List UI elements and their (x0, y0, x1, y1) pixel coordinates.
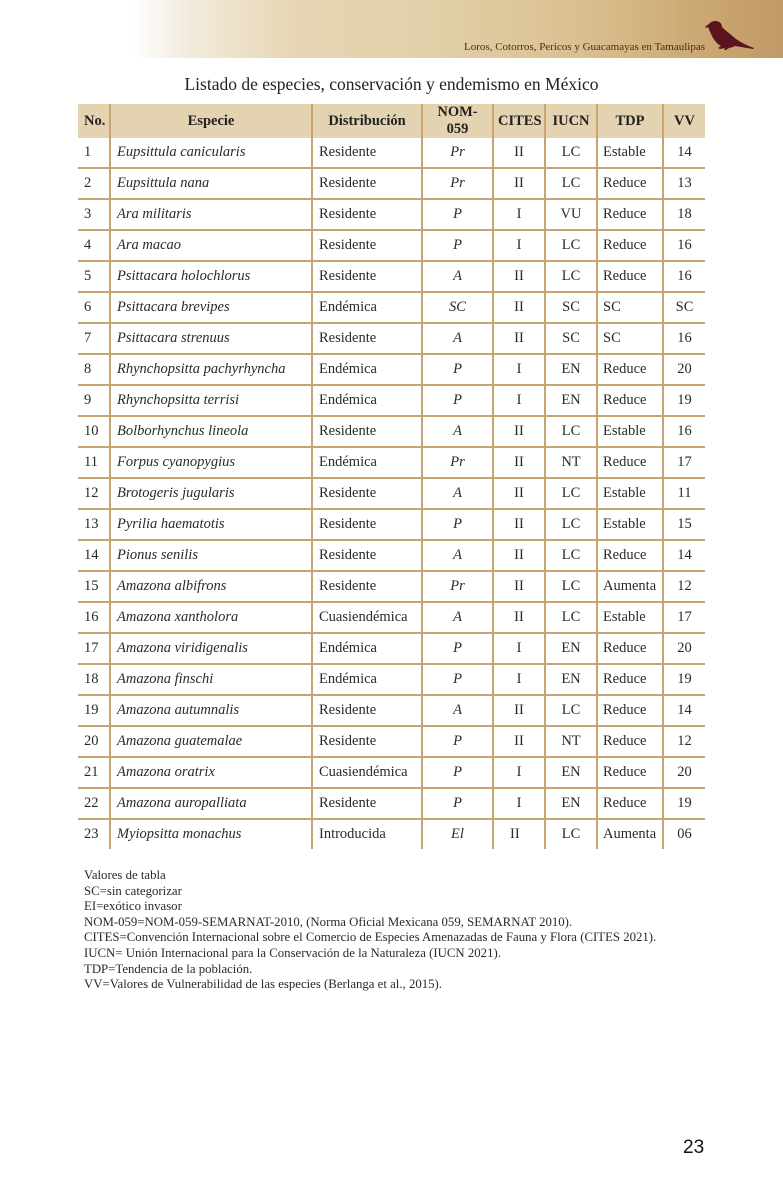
cell-no: 17 (78, 633, 110, 664)
cell-nom059: P (422, 199, 493, 230)
cell-distribucion: Endémica (312, 664, 422, 695)
cell-tdp: Estable (597, 138, 663, 168)
cell-especie: Brotogeris jugularis (110, 478, 312, 509)
cell-vv: 19 (663, 664, 705, 695)
cell-vv: 20 (663, 633, 705, 664)
cell-especie: Amazona albifrons (110, 571, 312, 602)
cell-especie: Ara militaris (110, 199, 312, 230)
cell-vv: 20 (663, 354, 705, 385)
cell-distribucion: Residente (312, 509, 422, 540)
cell-iucn: EN (545, 633, 597, 664)
cell-nom059: A (422, 540, 493, 571)
cell-vv: 16 (663, 323, 705, 354)
cell-especie: Forpus cyanopygius (110, 447, 312, 478)
cell-no: 5 (78, 261, 110, 292)
cell-nom059: A (422, 478, 493, 509)
cell-cites: I (493, 633, 545, 664)
cell-especie: Psittacara strenuus (110, 323, 312, 354)
cell-especie: Amazona viridigenalis (110, 633, 312, 664)
cell-especie: Rhynchopsitta terrisi (110, 385, 312, 416)
cell-tdp: Estable (597, 478, 663, 509)
cell-distribucion: Residente (312, 230, 422, 261)
cell-especie: Pyrilia haematotis (110, 509, 312, 540)
cell-tdp: SC (597, 323, 663, 354)
cell-no: 22 (78, 788, 110, 819)
cell-tdp: Estable (597, 416, 663, 447)
cell-especie: Eupsittula canicularis (110, 138, 312, 168)
table-row (78, 168, 705, 199)
cell-nom059: P (422, 788, 493, 819)
cell-cites: II (493, 571, 545, 602)
cell-no: 13 (78, 509, 110, 540)
cell-no: 2 (78, 168, 110, 199)
cell-especie: Amazona auropalliata (110, 788, 312, 819)
cell-iucn: LC (545, 261, 597, 292)
note-line: EI=exótico invasor (84, 899, 182, 914)
column-header-especie: Especie (110, 104, 312, 138)
cell-nom059: A (422, 323, 493, 354)
cell-vv: 14 (663, 138, 705, 168)
cell-especie: Bolborhynchus lineola (110, 416, 312, 447)
cell-nom059: A (422, 602, 493, 633)
running-title: Loros, Cotorros, Pericos y Guacamayas en Tamaulipas (464, 41, 705, 53)
cell-especie: Amazona guatemalae (110, 726, 312, 757)
cell-distribucion: Residente (312, 540, 422, 571)
cell-iucn: LC (545, 138, 597, 168)
cell-iucn: EN (545, 757, 597, 788)
table-row (78, 819, 705, 849)
cell-nom059: Pr (422, 571, 493, 602)
table-row (78, 292, 705, 323)
note-line: NOM-059=NOM-059-SEMARNAT-2010, (Norma Oficial Mexicana 059, SEMARNAT 2010). (84, 914, 573, 929)
cell-vv: 11 (663, 478, 705, 509)
cell-iucn: NT (545, 726, 597, 757)
cell-distribucion: Endémica (312, 633, 422, 664)
column-header-iucn: IUCN (545, 104, 597, 138)
cell-cites: II (493, 602, 545, 633)
cell-distribucion: Endémica (312, 447, 422, 478)
table-notes (84, 868, 724, 993)
table-row (78, 540, 705, 571)
cell-nom059: P (422, 230, 493, 261)
cell-nom059: P (422, 509, 493, 540)
column-header-nom059: NOM-059 (422, 104, 493, 138)
cell-cites: I (493, 757, 545, 788)
cell-distribucion: Residente (312, 571, 422, 602)
cell-vv: 18 (663, 199, 705, 230)
cell-nom059: P (422, 664, 493, 695)
cell-iucn: LC (545, 540, 597, 571)
cell-vv: 14 (663, 695, 705, 726)
cell-nom059: P (422, 385, 493, 416)
cell-distribucion: Residente (312, 168, 422, 199)
table-row (78, 478, 705, 509)
column-header-vv: VV (663, 104, 705, 138)
note-line: VV=Valores de Vulnerabilidad de las especies (Berlanga et al., 2015). (84, 977, 443, 992)
cell-especie: Amazona xantholora (110, 602, 312, 633)
cell-iucn: EN (545, 788, 597, 819)
cell-tdp: Estable (597, 602, 663, 633)
cell-vv: 06 (663, 819, 705, 849)
table-row (78, 726, 705, 757)
table-row (78, 261, 705, 292)
cell-distribucion: Introducida (312, 819, 422, 849)
cell-especie: Eupsittula nana (110, 168, 312, 199)
cell-iucn: LC (545, 819, 597, 849)
cell-no: 9 (78, 385, 110, 416)
column-header-cites: CITES (493, 104, 545, 138)
cell-no: 6 (78, 292, 110, 323)
table-row (78, 230, 705, 261)
cell-tdp: Reduce (597, 664, 663, 695)
table-row (78, 695, 705, 726)
cell-cites: II (493, 447, 545, 478)
cell-iucn: EN (545, 385, 597, 416)
cell-tdp: SC (597, 292, 663, 323)
cell-tdp: Reduce (597, 726, 663, 757)
cell-no: 4 (78, 230, 110, 261)
cell-no: 18 (78, 664, 110, 695)
cell-cites: I (493, 354, 545, 385)
cell-distribucion: Residente (312, 478, 422, 509)
cell-vv: SC (663, 292, 705, 323)
cell-nom059: Pr (422, 447, 493, 478)
cell-no: 21 (78, 757, 110, 788)
cell-cites: I (493, 664, 545, 695)
cell-cites: II (493, 478, 545, 509)
cell-no: 12 (78, 478, 110, 509)
cell-cites: I (493, 199, 545, 230)
table-title: Listado de especies, conservación y endemismo en México (184, 74, 599, 94)
cell-iucn: LC (545, 230, 597, 261)
cell-cites: I (493, 230, 545, 261)
cell-cites: II (493, 540, 545, 571)
cell-especie: Ara macao (110, 230, 312, 261)
cell-tdp: Reduce (597, 354, 663, 385)
table-row (78, 571, 705, 602)
cell-nom059: P (422, 354, 493, 385)
cell-cites: II (493, 168, 545, 199)
table-row (78, 664, 705, 695)
cell-no: 11 (78, 447, 110, 478)
cell-cites: I (493, 385, 545, 416)
cell-tdp: Reduce (597, 261, 663, 292)
table-row (78, 385, 705, 416)
cell-iucn: EN (545, 664, 597, 695)
cell-iucn: LC (545, 509, 597, 540)
cell-cites: II (493, 726, 545, 757)
cell-distribucion: Residente (312, 323, 422, 354)
cell-distribucion: Residente (312, 788, 422, 819)
table-row (78, 416, 705, 447)
cell-no: 19 (78, 695, 110, 726)
cell-distribucion: Endémica (312, 385, 422, 416)
cell-nom059: P (422, 757, 493, 788)
cell-distribucion: Cuasiendémica (312, 757, 422, 788)
table-row (78, 138, 705, 168)
cell-nom059: P (422, 633, 493, 664)
note-line: IUCN= Unión Internacional para la Conservación de la Naturaleza (IUCN 2021). (84, 945, 501, 960)
cell-cites: II (493, 323, 545, 354)
cell-vv: 16 (663, 416, 705, 447)
cell-tdp: Estable (597, 509, 663, 540)
cell-distribucion: Residente (312, 695, 422, 726)
note-line: TDP=Tendencia de la población. (84, 961, 253, 976)
cell-iucn: LC (545, 695, 597, 726)
cell-nom059: A (422, 695, 493, 726)
cell-no: 8 (78, 354, 110, 385)
species-table (78, 104, 705, 849)
cell-no: 20 (78, 726, 110, 757)
table-row (78, 633, 705, 664)
cell-iucn: LC (545, 168, 597, 199)
cell-no: 14 (78, 540, 110, 571)
cell-cites: II (493, 138, 545, 168)
cell-nom059: A (422, 416, 493, 447)
cell-distribucion: Cuasiendémica (312, 602, 422, 633)
table-row (78, 199, 705, 230)
column-header-distribucion: Distribución (312, 104, 422, 138)
cell-vv: 12 (663, 571, 705, 602)
cell-tdp: Reduce (597, 540, 663, 571)
cell-tdp: Reduce (597, 757, 663, 788)
cell-iucn: LC (545, 571, 597, 602)
column-header-tdp: TDP (597, 104, 663, 138)
cell-no: 23 (78, 819, 110, 849)
cell-tdp: Reduce (597, 788, 663, 819)
cell-especie: Amazona finschi (110, 664, 312, 695)
cell-distribucion: Endémica (312, 292, 422, 323)
cell-tdp: Reduce (597, 633, 663, 664)
cell-distribucion: Residente (312, 416, 422, 447)
note-line: Valores de tabla (84, 868, 166, 882)
cell-iucn: NT (545, 447, 597, 478)
cell-cites: I (493, 788, 545, 819)
cell-cites: II (493, 695, 545, 726)
cell-vv: 16 (663, 261, 705, 292)
cell-no: 3 (78, 199, 110, 230)
cell-vv: 16 (663, 230, 705, 261)
table-row (78, 757, 705, 788)
table-header-row (78, 104, 705, 138)
cell-tdp: Reduce (597, 230, 663, 261)
cell-especie: Myiopsitta monachus (110, 819, 312, 849)
cell-vv: 17 (663, 447, 705, 478)
cell-iucn: LC (545, 478, 597, 509)
cell-especie: Psittacara holochlorus (110, 261, 312, 292)
table-row (78, 323, 705, 354)
table-row (78, 354, 705, 385)
cell-nom059: Pr (422, 168, 493, 199)
cell-iucn: EN (545, 354, 597, 385)
cell-tdp: Reduce (597, 199, 663, 230)
cell-nom059: A (422, 261, 493, 292)
cell-especie: Psittacara brevipes (110, 292, 312, 323)
note-line: CITES=Convención Internacional sobre el Comercio de Especies Amenazadas de Fauna y Flora (CITES 2021). (84, 930, 657, 945)
cell-vv: 19 (663, 385, 705, 416)
cell-distribucion: Residente (312, 138, 422, 168)
cell-vv: 13 (663, 168, 705, 199)
cell-especie: Rhynchopsitta pachyrhyncha (110, 354, 312, 385)
cell-iucn: SC (545, 323, 597, 354)
cell-especie: Pionus senilis (110, 540, 312, 571)
cell-tdp: Reduce (597, 168, 663, 199)
cell-cites: II (493, 819, 545, 849)
table-row (78, 788, 705, 819)
cell-distribucion: Residente (312, 199, 422, 230)
cell-no: 15 (78, 571, 110, 602)
note-line: SC=sin categorizar (84, 883, 182, 898)
cell-nom059: El (422, 819, 493, 849)
cell-tdp: Reduce (597, 695, 663, 726)
cell-iucn: SC (545, 292, 597, 323)
cell-no: 1 (84, 144, 92, 160)
parrot-silhouette-icon (703, 20, 755, 52)
cell-distribucion: Residente (312, 726, 422, 757)
table-row (78, 447, 705, 478)
cell-tdp: Aumenta (597, 819, 663, 849)
cell-vv: 14 (663, 540, 705, 571)
cell-nom059: Pr (422, 138, 493, 168)
table-row (78, 602, 705, 633)
cell-cites: II (493, 416, 545, 447)
cell-tdp: Reduce (597, 385, 663, 416)
cell-iucn: LC (545, 416, 597, 447)
cell-cites: II (493, 261, 545, 292)
cell-vv: 19 (663, 788, 705, 819)
cell-especie: Amazona oratrix (110, 757, 312, 788)
cell-iucn: VU (545, 199, 597, 230)
cell-nom059: SC (422, 292, 493, 323)
cell-no: 16 (78, 602, 110, 633)
cell-cites: II (493, 292, 545, 323)
cell-vv: 20 (663, 757, 705, 788)
page-number: 23 (683, 1137, 705, 1158)
cell-distribucion: Endémica (312, 354, 422, 385)
cell-nom059: P (422, 726, 493, 757)
cell-vv: 17 (663, 602, 705, 633)
cell-iucn: LC (545, 602, 597, 633)
cell-cites: II (493, 509, 545, 540)
cell-tdp: Reduce (597, 447, 663, 478)
cell-no: 10 (78, 416, 110, 447)
cell-tdp: Aumenta (597, 571, 663, 602)
cell-vv: 15 (663, 509, 705, 540)
cell-no: 7 (78, 323, 110, 354)
table-row (78, 509, 705, 540)
column-header-no: No. (78, 104, 110, 138)
cell-vv: 12 (663, 726, 705, 757)
cell-especie: Amazona autumnalis (110, 695, 312, 726)
cell-distribucion: Residente (312, 261, 422, 292)
